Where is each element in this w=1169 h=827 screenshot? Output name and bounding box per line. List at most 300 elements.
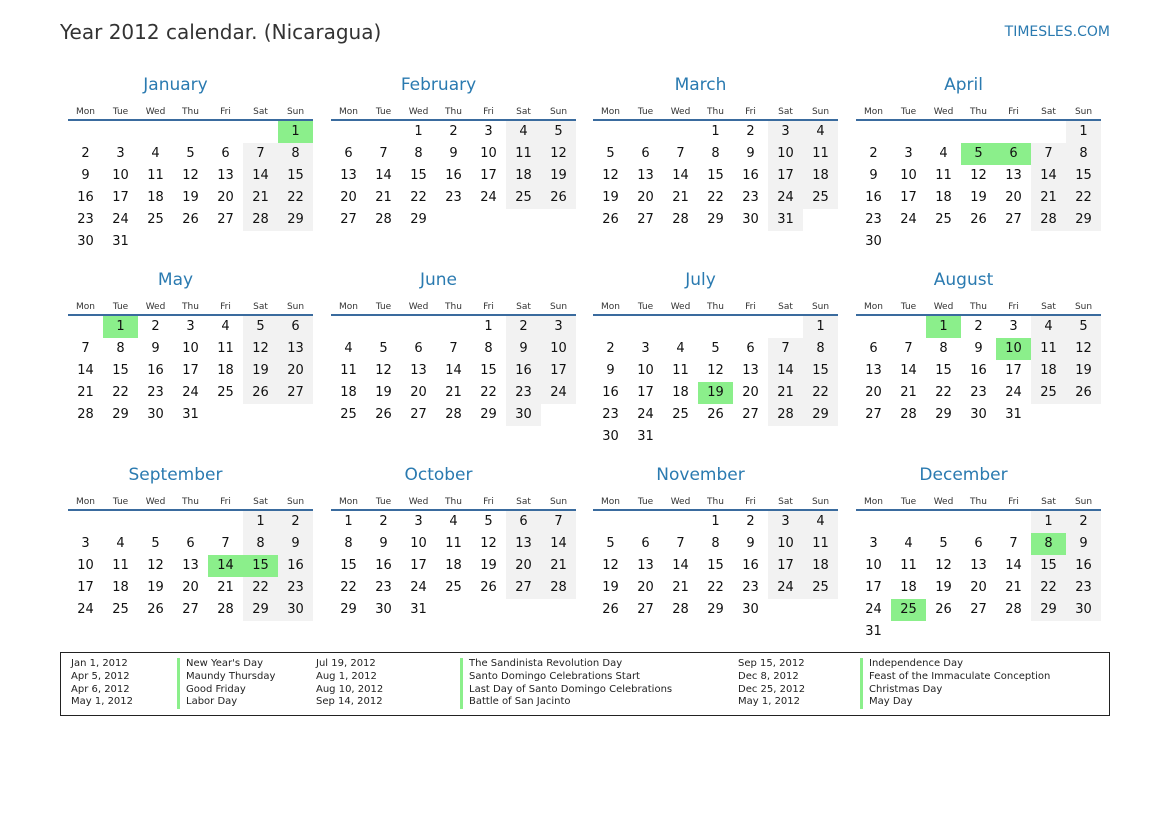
day-cell: 19 [375, 385, 392, 400]
day-cell: 5 [186, 146, 195, 161]
day-cell: 17 [768, 165, 803, 187]
day-cell: 17 [77, 580, 94, 595]
week-row [68, 360, 313, 382]
empty-cell [926, 121, 961, 143]
day-cell: 28 [375, 212, 392, 227]
day-cell: 15 [278, 165, 313, 187]
day-cell: 11 [147, 168, 164, 183]
day-cell: 27 [742, 407, 759, 422]
day-cell: 3 [768, 511, 803, 533]
day-cell: 27 [182, 602, 199, 617]
week-row [68, 231, 313, 253]
day-cell: 29 [707, 212, 724, 227]
week-row [593, 143, 838, 165]
day-cell: 2 [1066, 511, 1101, 533]
day-cell: 6 [506, 511, 541, 533]
day-cell: 23 [742, 580, 759, 595]
day-cell: 17 [112, 190, 129, 205]
day-cell: 9 [449, 146, 458, 161]
weekday-label: Fri [483, 107, 494, 117]
holiday-name: Last Day of Santo Domingo Celebrations [460, 684, 672, 697]
day-cell: 13 [182, 558, 199, 573]
day-cell: 15 [112, 363, 129, 378]
week-row [68, 404, 313, 426]
day-cell: 17 [768, 555, 803, 577]
week-row [856, 143, 1101, 165]
day-cell: 13 [410, 363, 427, 378]
weekday-header [331, 294, 576, 316]
empty-cell [1031, 404, 1066, 426]
day-cell: 28 [77, 407, 94, 422]
day-cell: 16 [445, 168, 462, 183]
day-cell: 9 [746, 536, 755, 551]
empty-cell [891, 511, 926, 533]
day-cell: 8 [711, 146, 720, 161]
day-cell: 11 [1031, 338, 1066, 360]
empty-cell [208, 231, 243, 253]
weekday-label: Tue [112, 107, 129, 117]
day-cell: 30 [506, 404, 541, 426]
empty-cell [663, 316, 698, 338]
weekday-label: Mon [76, 107, 95, 117]
month-name: October [404, 465, 473, 485]
day-cell: 25 [1031, 382, 1066, 404]
holiday-date: Apr 6, 2012 [71, 683, 130, 695]
empty-cell [401, 316, 436, 338]
day-cell: 26 [541, 187, 576, 209]
week-row [331, 316, 576, 338]
day-cell: 2 [278, 511, 313, 533]
month-november [593, 464, 838, 621]
holiday-date: Dec 25, 2012 [738, 683, 806, 695]
day-cell: 20 [1005, 190, 1022, 205]
day-cell: 22 [707, 190, 724, 205]
weekday-label: Thu [970, 302, 987, 312]
holiday-day-cell: 1 [926, 316, 961, 338]
weekday-label: Sat [516, 302, 531, 312]
weekday-label: Sun [1074, 302, 1093, 312]
day-cell: 13 [217, 168, 234, 183]
day-cell: 13 [340, 168, 357, 183]
day-cell: 5 [541, 121, 576, 143]
month-august [856, 269, 1101, 426]
day-cell: 25 [147, 212, 164, 227]
weekday-label: Thu [182, 302, 199, 312]
day-cell: 6 [344, 146, 353, 161]
week-row [331, 187, 576, 209]
day-cell: 22 [340, 580, 357, 595]
day-cell: 20 [865, 385, 882, 400]
month-name: June [419, 270, 458, 290]
weekday-label: Mon [601, 302, 620, 312]
day-cell: 1 [243, 511, 278, 533]
day-cell: 2 [449, 124, 458, 139]
week-row [593, 165, 838, 187]
weekday-label: Thu [445, 107, 462, 117]
day-cell: 22 [707, 580, 724, 595]
weekday-label: Sun [1074, 497, 1093, 507]
day-cell: 27 [340, 212, 357, 227]
month-name: September [128, 465, 223, 485]
day-cell: 2 [151, 319, 160, 334]
empty-cell [173, 121, 208, 143]
holiday-date: Apr 5, 2012 [71, 670, 130, 682]
week-row [331, 209, 576, 231]
day-cell: 4 [221, 319, 230, 334]
day-cell: 20 [637, 190, 654, 205]
empty-cell [996, 621, 1031, 643]
empty-cell [961, 231, 996, 253]
day-cell: 18 [147, 190, 164, 205]
day-cell: 20 [637, 580, 654, 595]
holiday-name: May Day [860, 696, 1050, 709]
weekday-label: Tue [375, 302, 392, 312]
weekday-label: Tue [112, 497, 129, 507]
day-cell: 3 [869, 536, 878, 551]
day-cell: 30 [278, 599, 313, 621]
day-cell: 23 [506, 382, 541, 404]
day-cell: 6 [641, 146, 650, 161]
weekday-label: Sat [253, 107, 268, 117]
day-cell: 21 [217, 580, 234, 595]
empty-cell [1031, 231, 1066, 253]
weekday-label: Sat [778, 302, 793, 312]
day-cell: 8 [414, 146, 423, 161]
day-cell: 6 [186, 536, 195, 551]
week-row [68, 187, 313, 209]
day-cell: 11 [445, 536, 462, 551]
empty-cell [698, 316, 733, 338]
day-cell: 21 [243, 187, 278, 209]
day-cell: 19 [480, 558, 497, 573]
day-cell: 22 [243, 577, 278, 599]
holiday-day-cell: 6 [996, 143, 1031, 165]
day-cell: 8 [711, 536, 720, 551]
week-row [68, 121, 313, 143]
day-cell: 12 [243, 338, 278, 360]
weekday-label: Mon [76, 497, 95, 507]
holiday-day-cell: 8 [1031, 533, 1066, 555]
day-cell: 2 [869, 146, 878, 161]
empty-cell [891, 316, 926, 338]
day-cell: 22 [803, 382, 838, 404]
day-cell: 16 [147, 363, 164, 378]
day-cell: 11 [340, 363, 357, 378]
empty-cell [243, 231, 278, 253]
day-cell: 11 [672, 363, 689, 378]
month-name: November [656, 465, 745, 485]
week-row [856, 555, 1101, 577]
day-cell: 2 [974, 319, 983, 334]
day-cell: 19 [935, 580, 952, 595]
month-name: February [400, 75, 477, 95]
day-cell: 24 [182, 385, 199, 400]
week-row [68, 143, 313, 165]
empty-cell [506, 209, 541, 231]
day-cell: 28 [1005, 602, 1022, 617]
day-cell: 18 [217, 363, 234, 378]
empty-cell [436, 209, 471, 231]
day-cell: 31 [637, 429, 654, 444]
day-cell: 29 [112, 407, 129, 422]
holiday-date: Jan 1, 2012 [71, 658, 128, 669]
weekday-label: Wed [145, 302, 166, 312]
day-cell: 30 [77, 234, 94, 249]
day-cell: 2 [506, 316, 541, 338]
day-cell: 11 [112, 558, 129, 573]
weekday-header [593, 99, 838, 121]
day-cell: 13 [637, 168, 654, 183]
week-row [68, 382, 313, 404]
day-cell: 26 [602, 212, 619, 227]
day-cell: 16 [375, 558, 392, 573]
day-cell: 18 [803, 555, 838, 577]
month-january [68, 74, 313, 253]
day-cell: 21 [77, 385, 94, 400]
weekday-label: Mon [339, 497, 358, 507]
day-cell: 29 [243, 599, 278, 621]
weekday-label: Mon [601, 107, 620, 117]
empty-cell [436, 599, 471, 621]
empty-cell [961, 621, 996, 643]
weekday-label: Tue [375, 107, 392, 117]
day-cell: 21 [672, 580, 689, 595]
weekday-label: Fri [745, 107, 756, 117]
weekday-label: Thu [970, 497, 987, 507]
month-name: March [674, 75, 727, 95]
empty-cell [891, 621, 926, 643]
day-cell: 27 [506, 577, 541, 599]
empty-cell [593, 316, 628, 338]
day-cell: 1 [344, 514, 353, 529]
week-row [856, 231, 1101, 253]
day-cell: 31 [1005, 407, 1022, 422]
day-cell: 7 [379, 146, 388, 161]
day-cell: 9 [606, 363, 615, 378]
day-cell: 3 [116, 146, 125, 161]
day-cell: 29 [480, 407, 497, 422]
day-cell: 12 [375, 363, 392, 378]
day-cell: 3 [81, 536, 90, 551]
day-cell: 9 [746, 146, 755, 161]
day-cell: 17 [182, 363, 199, 378]
weekday-label: Fri [220, 107, 231, 117]
day-cell: 26 [182, 212, 199, 227]
empty-cell [996, 231, 1031, 253]
day-cell: 11 [506, 143, 541, 165]
day-cell: 4 [506, 121, 541, 143]
day-cell: 30 [147, 407, 164, 422]
day-cell: 23 [742, 190, 759, 205]
week-row [593, 382, 838, 404]
day-cell: 20 [278, 360, 313, 382]
week-row [856, 404, 1101, 426]
week-row [593, 511, 838, 533]
day-cell: 28 [768, 404, 803, 426]
day-cell: 25 [935, 212, 952, 227]
day-cell: 13 [970, 558, 987, 573]
day-cell: 14 [541, 533, 576, 555]
day-cell: 23 [445, 190, 462, 205]
day-cell: 6 [746, 341, 755, 356]
site-link[interactable]: TIMESLES.COM [1004, 24, 1110, 40]
empty-cell [926, 231, 961, 253]
holiday-day-cell: 25 [891, 599, 926, 621]
holiday-date: Jul 19, 2012 [316, 658, 376, 669]
weekday-label: Sat [516, 107, 531, 117]
day-cell: 16 [278, 555, 313, 577]
day-cell: 13 [506, 533, 541, 555]
day-cell: 5 [379, 341, 388, 356]
day-cell: 30 [1066, 599, 1101, 621]
weekday-label: Mon [601, 497, 620, 507]
day-cell: 13 [865, 363, 882, 378]
day-cell: 12 [541, 143, 576, 165]
day-cell: 5 [606, 536, 615, 551]
weekday-label: Wed [408, 302, 429, 312]
day-cell: 17 [1005, 363, 1022, 378]
day-cell: 16 [602, 385, 619, 400]
weekday-label: Thu [182, 497, 199, 507]
day-cell: 9 [1066, 533, 1101, 555]
month-april [856, 74, 1101, 253]
day-cell: 15 [410, 168, 427, 183]
day-cell: 8 [1066, 143, 1101, 165]
day-cell: 11 [217, 341, 234, 356]
holiday-legend [60, 652, 1110, 716]
day-cell: 29 [340, 602, 357, 617]
day-cell: 5 [484, 514, 493, 529]
day-cell: 7 [449, 341, 458, 356]
day-cell: 8 [803, 338, 838, 360]
day-cell: 3 [541, 316, 576, 338]
day-cell: 24 [768, 577, 803, 599]
day-cell: 28 [445, 407, 462, 422]
day-cell: 18 [112, 580, 129, 595]
day-cell: 22 [278, 187, 313, 209]
holiday-name: Labor Day [177, 696, 275, 709]
day-cell: 3 [641, 341, 650, 356]
holiday-names-column-2 [460, 658, 672, 709]
day-cell: 10 [410, 536, 427, 551]
day-cell: 24 [77, 602, 94, 617]
day-cell: 4 [151, 146, 160, 161]
day-cell: 25 [340, 407, 357, 422]
empty-cell [541, 599, 576, 621]
week-row [856, 360, 1101, 382]
day-cell: 16 [506, 360, 541, 382]
day-cell: 26 [1066, 382, 1101, 404]
empty-cell [506, 599, 541, 621]
day-cell: 6 [641, 536, 650, 551]
weekday-label: Sun [811, 302, 830, 312]
day-cell: 27 [278, 382, 313, 404]
empty-cell [1031, 121, 1066, 143]
day-cell: 18 [803, 165, 838, 187]
day-cell: 7 [541, 511, 576, 533]
day-cell: 8 [116, 341, 125, 356]
day-cell: 20 [506, 555, 541, 577]
day-cell: 19 [243, 360, 278, 382]
day-cell: 3 [414, 514, 423, 529]
week-row [593, 599, 838, 621]
empty-cell [68, 511, 103, 533]
holiday-name: The Sandinista Revolution Day [460, 658, 672, 671]
day-cell: 12 [1066, 338, 1101, 360]
week-row [856, 599, 1101, 621]
weekday-header [68, 489, 313, 511]
day-cell: 10 [480, 146, 497, 161]
day-cell: 9 [974, 341, 983, 356]
holiday-name: Good Friday [177, 684, 275, 697]
day-cell: 3 [484, 124, 493, 139]
day-cell: 8 [939, 341, 948, 356]
week-row [331, 599, 576, 621]
empty-cell [208, 121, 243, 143]
day-cell: 12 [480, 536, 497, 551]
day-cell: 13 [637, 558, 654, 573]
day-cell: 8 [484, 341, 493, 356]
day-cell: 24 [541, 382, 576, 404]
empty-cell [733, 426, 768, 448]
day-cell: 17 [865, 580, 882, 595]
empty-cell [138, 231, 173, 253]
week-row [331, 511, 576, 533]
empty-cell [663, 426, 698, 448]
day-cell: 23 [1066, 577, 1101, 599]
week-row [68, 533, 313, 555]
empty-cell [1031, 621, 1066, 643]
day-cell: 23 [970, 385, 987, 400]
day-cell: 5 [151, 536, 160, 551]
day-cell: 17 [541, 360, 576, 382]
day-cell: 20 [742, 385, 759, 400]
week-row [856, 338, 1101, 360]
month-september [68, 464, 313, 621]
weekday-label: Thu [445, 302, 462, 312]
day-cell: 29 [1031, 599, 1066, 621]
empty-cell [628, 511, 663, 533]
day-cell: 21 [672, 190, 689, 205]
day-cell: 27 [410, 407, 427, 422]
month-name: July [685, 270, 716, 290]
empty-cell [173, 511, 208, 533]
day-cell: 7 [1009, 536, 1018, 551]
weekday-header [856, 99, 1101, 121]
day-cell: 4 [344, 341, 353, 356]
day-cell: 16 [1066, 555, 1101, 577]
day-cell: 18 [900, 580, 917, 595]
week-row [331, 382, 576, 404]
weekday-label: Tue [900, 107, 917, 117]
day-cell: 1 [711, 124, 720, 139]
holiday-date: Aug 1, 2012 [316, 670, 377, 682]
month-name: January [143, 75, 208, 95]
day-cell: 24 [410, 580, 427, 595]
day-cell: 10 [768, 533, 803, 555]
holiday-name: New Year's Day [177, 658, 275, 671]
day-cell: 30 [742, 602, 759, 617]
empty-cell [768, 316, 803, 338]
empty-cell [803, 209, 838, 231]
day-cell: 9 [869, 168, 878, 183]
weekday-label: Fri [220, 302, 231, 312]
day-cell: 15 [935, 363, 952, 378]
weekday-label: Tue [637, 107, 654, 117]
empty-cell [366, 121, 401, 143]
day-cell: 5 [243, 316, 278, 338]
day-cell: 15 [803, 360, 838, 382]
